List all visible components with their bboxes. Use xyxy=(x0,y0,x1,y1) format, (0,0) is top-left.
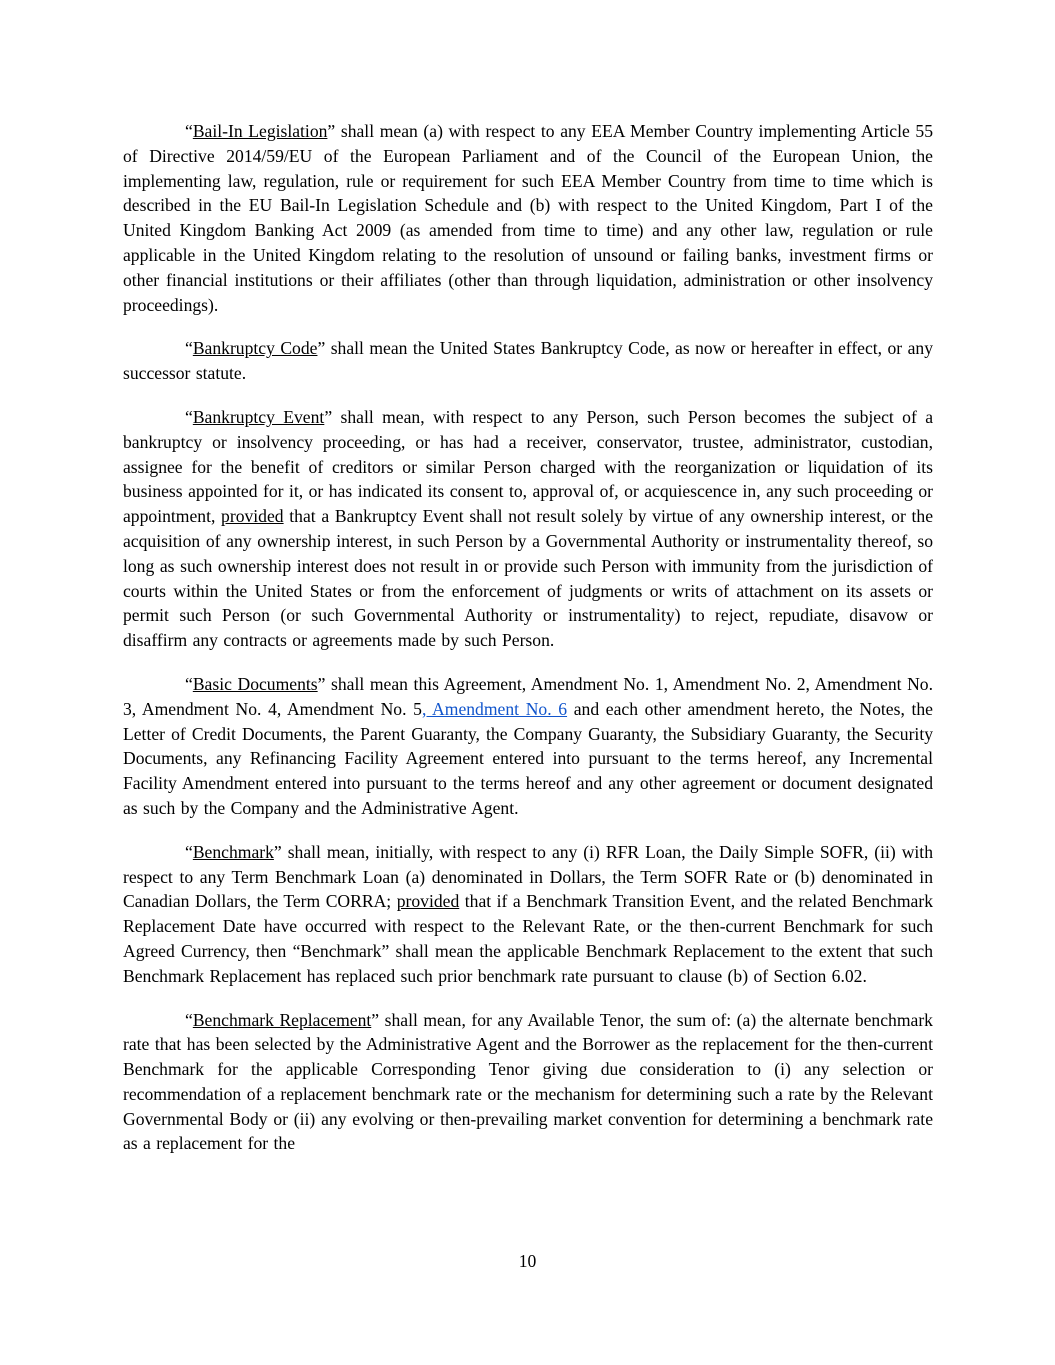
underlined-term: provided xyxy=(221,506,284,527)
paragraph xyxy=(123,119,933,317)
text-run: “ xyxy=(185,406,193,427)
paragraph xyxy=(123,840,933,989)
text-run: ” shall mean, with respect to any Person, such Person becomes the subject of a bankruptcy or insolvency proceeding, or has had a receiver, conservator, trustee, administrator, custodian, assignee for the benefit of creditors or similar Person charged with the reorganization or liquidation of its business appointed for it, or has indicated its consent to, approval of, or acquiescence in, any such proceeding or appointment, xyxy=(123,406,933,527)
text-run: “ xyxy=(185,841,193,862)
underlined-term: Bankruptcy Event xyxy=(192,406,325,427)
paragraph xyxy=(123,672,933,821)
text-run: ” shall mean the United States Bankruptcy Code, as now or hereafter in effect, or any successor statute. xyxy=(123,338,933,384)
text-run: “ xyxy=(185,673,193,694)
text-run: that if a Benchmark Transition Event, and the related Benchmark Replacement Date have occurred with respect to the Relevant Rate, or the then-current Benchmark for such Agreed Currency, then “Benchmark” shall mean the applicable Benchmark Replacement to the extent that such Benchmark Replacement has replaced such prior benchmark rate pursuant to clause (b) of Section 6.02. xyxy=(123,891,933,986)
text-run: “ xyxy=(185,338,193,359)
underlined-term: Basic Documents xyxy=(192,673,318,694)
text-run: ” shall mean this Agreement, Amendment No. 1, Amendment No. 2, Amendment No. 3, Amendment No. 4, Amendment No. 5 xyxy=(123,673,933,719)
underlined-term: Bankruptcy Code xyxy=(192,338,318,359)
underlined-term: provided xyxy=(396,891,460,912)
text-run: ” shall mean, initially, with respect to any (i) RFR Loan, the Daily Simple SOFR, (ii) with respect to any Term Benchmark Loan (a) denominated in Dollars, the Term SOFR Rate or (b) denominated in Canadian Dollars, the Term CORRA; xyxy=(123,841,933,912)
inserted-text: , Amendment No. 6 xyxy=(421,698,568,719)
text-run: and each other amendment hereto, the Notes, the Letter of Credit Documents, the Parent Guaranty, the Company Guaranty, the Subsidiary Guaranty, the Security Documents, any Refinancing Facility Agreement entered into pursuant to the terms hereof, any Incremental Facility Amendment entered into pursuant to the terms hereof and any other agreement or document designated as such by the Company and the Administrative Agent. xyxy=(123,698,933,818)
page-number: 10 xyxy=(518,1251,537,1271)
text-run: that a Bankruptcy Event shall not result solely by virtue of any ownership interest, or the acquisition of any ownership interest, in such Person by a Governmental Authority or instrumentality thereof, so long as such ownership interest does not result in or provide such Person with immunity from the jurisdiction of courts within the United States or from the enforcement of judgments or writs of attachment on its assets or permit such Person (or such Governmental Authority or instrumentality) to reject, repudiate, disavow or disaffirm any contracts or agreements made by such Person. xyxy=(123,506,933,651)
text-run: ” shall mean (a) with respect to any EEA Member Country implementing Article 55 of Directive 2014/59/EU of the European Parliament and of the Council of the European Union, the implementing law, regulation, rule or requirement for such EEA Member Country from time to time which is described in the EU Bail-In Legislation Schedule and (b) with respect to the United Kingdom, Part I of the United Kingdom Banking Act 2009 (as amended from time to time) and any other law, regulation or rule applicable in the United Kingdom relating to the resolution of unsound or failing banks, investment firms or other financial institutions or their affiliates (other than through liquidation, administration or other insolvency proceedings). xyxy=(123,121,933,315)
underlined-term: Benchmark xyxy=(192,841,274,862)
paragraph xyxy=(123,336,933,386)
text-run: ” shall mean, for any Available Tenor, the sum of: (a) the alternate benchmark rate that has been selected by the Administrative Agent and the Borrower as the replacement for the then-current Benchmark for the applicable Corresponding Tenor giving due consideration to (i) any selection or recommendation of a replacement benchmark rate or the mechanism for determining such a rate by the Relevant Governmental Body or (ii) any evolving or then-prevailing market convention for determining a benchmark rate as a replacement for the xyxy=(123,1009,933,1154)
page-content xyxy=(123,119,933,1156)
paragraph xyxy=(123,405,933,653)
underlined-term: Bail-In Legislation xyxy=(192,121,328,141)
text-run: “ xyxy=(185,1009,193,1030)
text-run: “ xyxy=(185,121,193,141)
paragraph xyxy=(123,1008,933,1157)
underlined-term: Benchmark Replacement xyxy=(192,1009,372,1030)
